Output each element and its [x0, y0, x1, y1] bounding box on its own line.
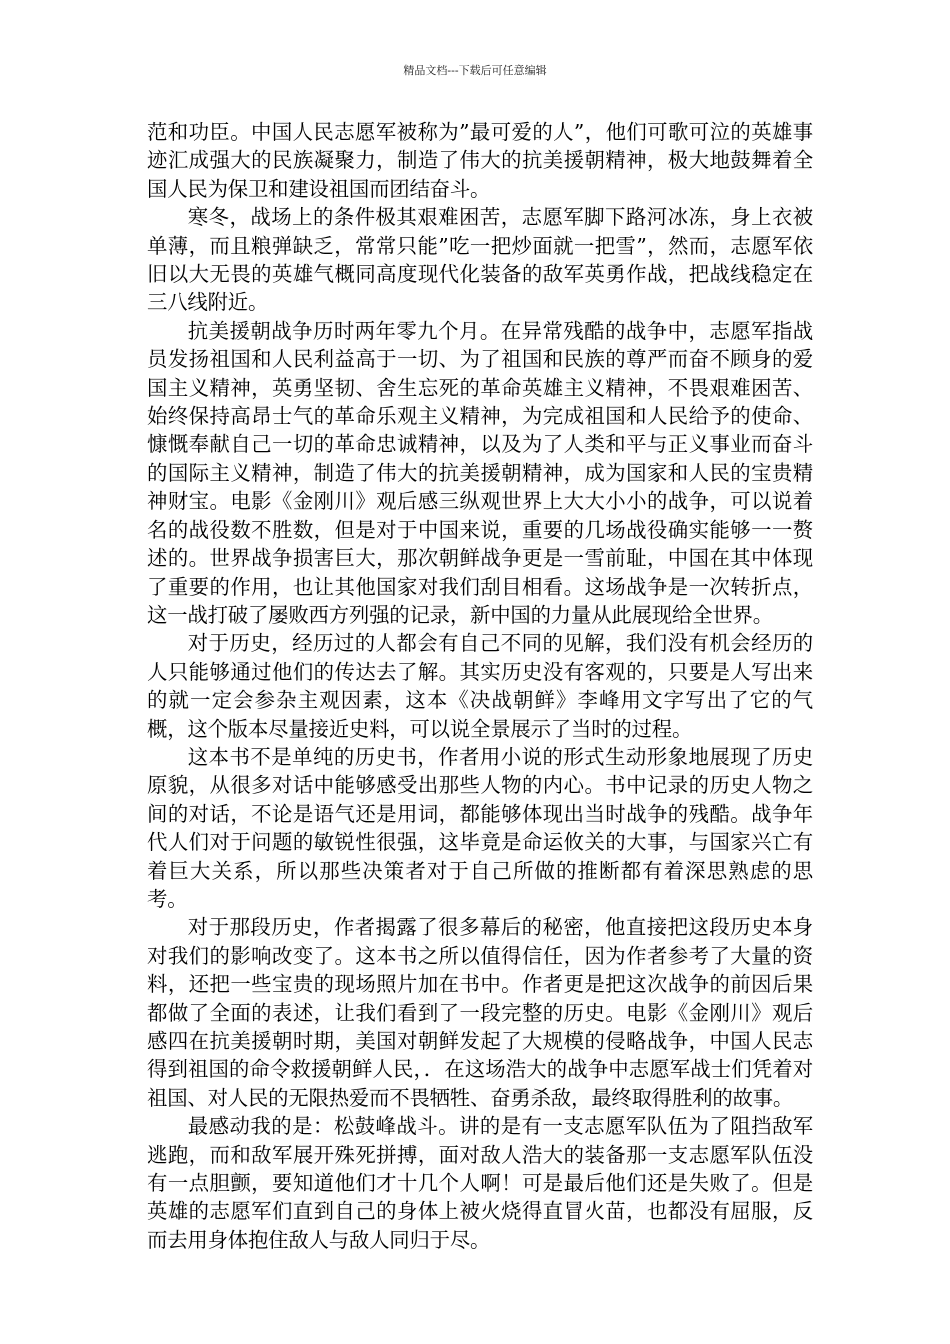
paragraph-1: 范和功臣。中国人民志愿军被称为”最可爱的人”，他们可歌可泣的英雄事迹汇成强大的民族凝聚力，制造了伟大的抗美援朝精神，极大地鼓舞着全国人民为保卫和建设祖国而团结奋斗。	[147, 120, 813, 201]
paragraph-4: 对于历史，经历过的人都会有自己不同的见解，我们没有机会经历的人只能够通过他们的传达去了解。其实历史没有客观的，只要是人写出来的就一定会参杂主观因素，这本《决战朝鲜》李峰用文字写出了它的气概，这个版本尽量接近史料，可以说全景展示了当时的过程。	[147, 631, 813, 741]
page-header: 精品文档---下载后可任意编辑	[403, 64, 547, 77]
paragraph-5: 这本书不是单纯的历史书，作者用小说的形式生动形象地展现了历史原貌，从很多对话中能够感受出那些人物的内心。书中记录的历史人物之间的对话，不论是语气还是用词，都能够体现出当时战争的残酷。战争年代人们对于问题的敏锐性很强，这毕竟是命运攸关的大事，与国家兴亡有着巨大关系，所以那些决策者对于自己所做的推断都有着深思熟虑的思考。	[147, 744, 813, 911]
paragraph-7: 最感动我的是：松鼓峰战斗。讲的是有一支志愿军队伍为了阻挡敌军逃跑，而和敌军展开殊死拼搏，面对敌人浩大的装备那一支志愿军队伍没有一点胆颤，要知道他们才十几个人啊！可是最后他们还是失败了。但是英雄的志愿军们直到自己的身体上被火烧得直冒火苗，也都没有屈服，反而去用身体抱住敌人与敌人同归于尽。	[147, 1114, 813, 1252]
paragraph-3: 抗美援朝战争历时两年零九个月。在异常残酷的战争中，志愿军指战员发扬祖国和人民利益高于一切、为了祖国和民族的尊严而奋不顾身的爱国主义精神，英勇坚韧、舍生忘死的革命英雄主义精神，不畏艰难困苦、始终保持高昂士气的革命乐观主义精神，为完成祖国和人民给予的使命、慷慨奉献自己一切的革命忠诚精神，以及为了人类和平与正义事业而奋斗的国际主义精神，制造了伟大的抗美援朝精神，成为国家和人民的宝贵精神财宝。电影《金刚川》观后感三纵观世界上大大小小的战争，可以说着名的战役数不胜数，但是对于中国来说，重要的几场战役确实能够一一赘述的。世界战争损害巨大，那次朝鲜战争更是一雪前耻，中国在其中体现了重要的作用，也让其他国家对我们刮目相看。这场战争是一次转折点，这一战打破了屡败西方列强的记录，新中国的力量从此展现给全世界。	[147, 318, 813, 627]
paragraph-6: 对于那段历史，作者揭露了很多幕后的秘密，他直接把这段历史本身对我们的影响改变了。这本书之所以值得信任，因为作者参考了大量的资料，还把一些宝贵的现场照片加在书中。作者更是把这次战争的前因后果都做了全面的表述，让我们看到了一段完整的历史。电影《金刚川》观后感四在抗美援朝时期，美国对朝鲜发起了大规模的侵略战争，中国人民志得到祖国的命令救援朝鲜人民，．在这场浩大的战争中志愿军战士们凭着对祖国、对人民的无限热爱而不畏牺牲、奋勇杀敌，最终取得胜利的故事。	[147, 915, 813, 1110]
paragraph-2: 寒冬，战场上的条件极其艰难困苦，志愿军脚下路河冰冻，身上衣被单薄，而且粮弹缺乏，常常只能”吃一把炒面就一把雪”，然而，志愿军依旧以大无畏的英雄气概同高度现代化装备的敌军英勇作战，把战线稳定在三八线附近。	[147, 205, 813, 315]
document-body	[147, 118, 813, 1254]
